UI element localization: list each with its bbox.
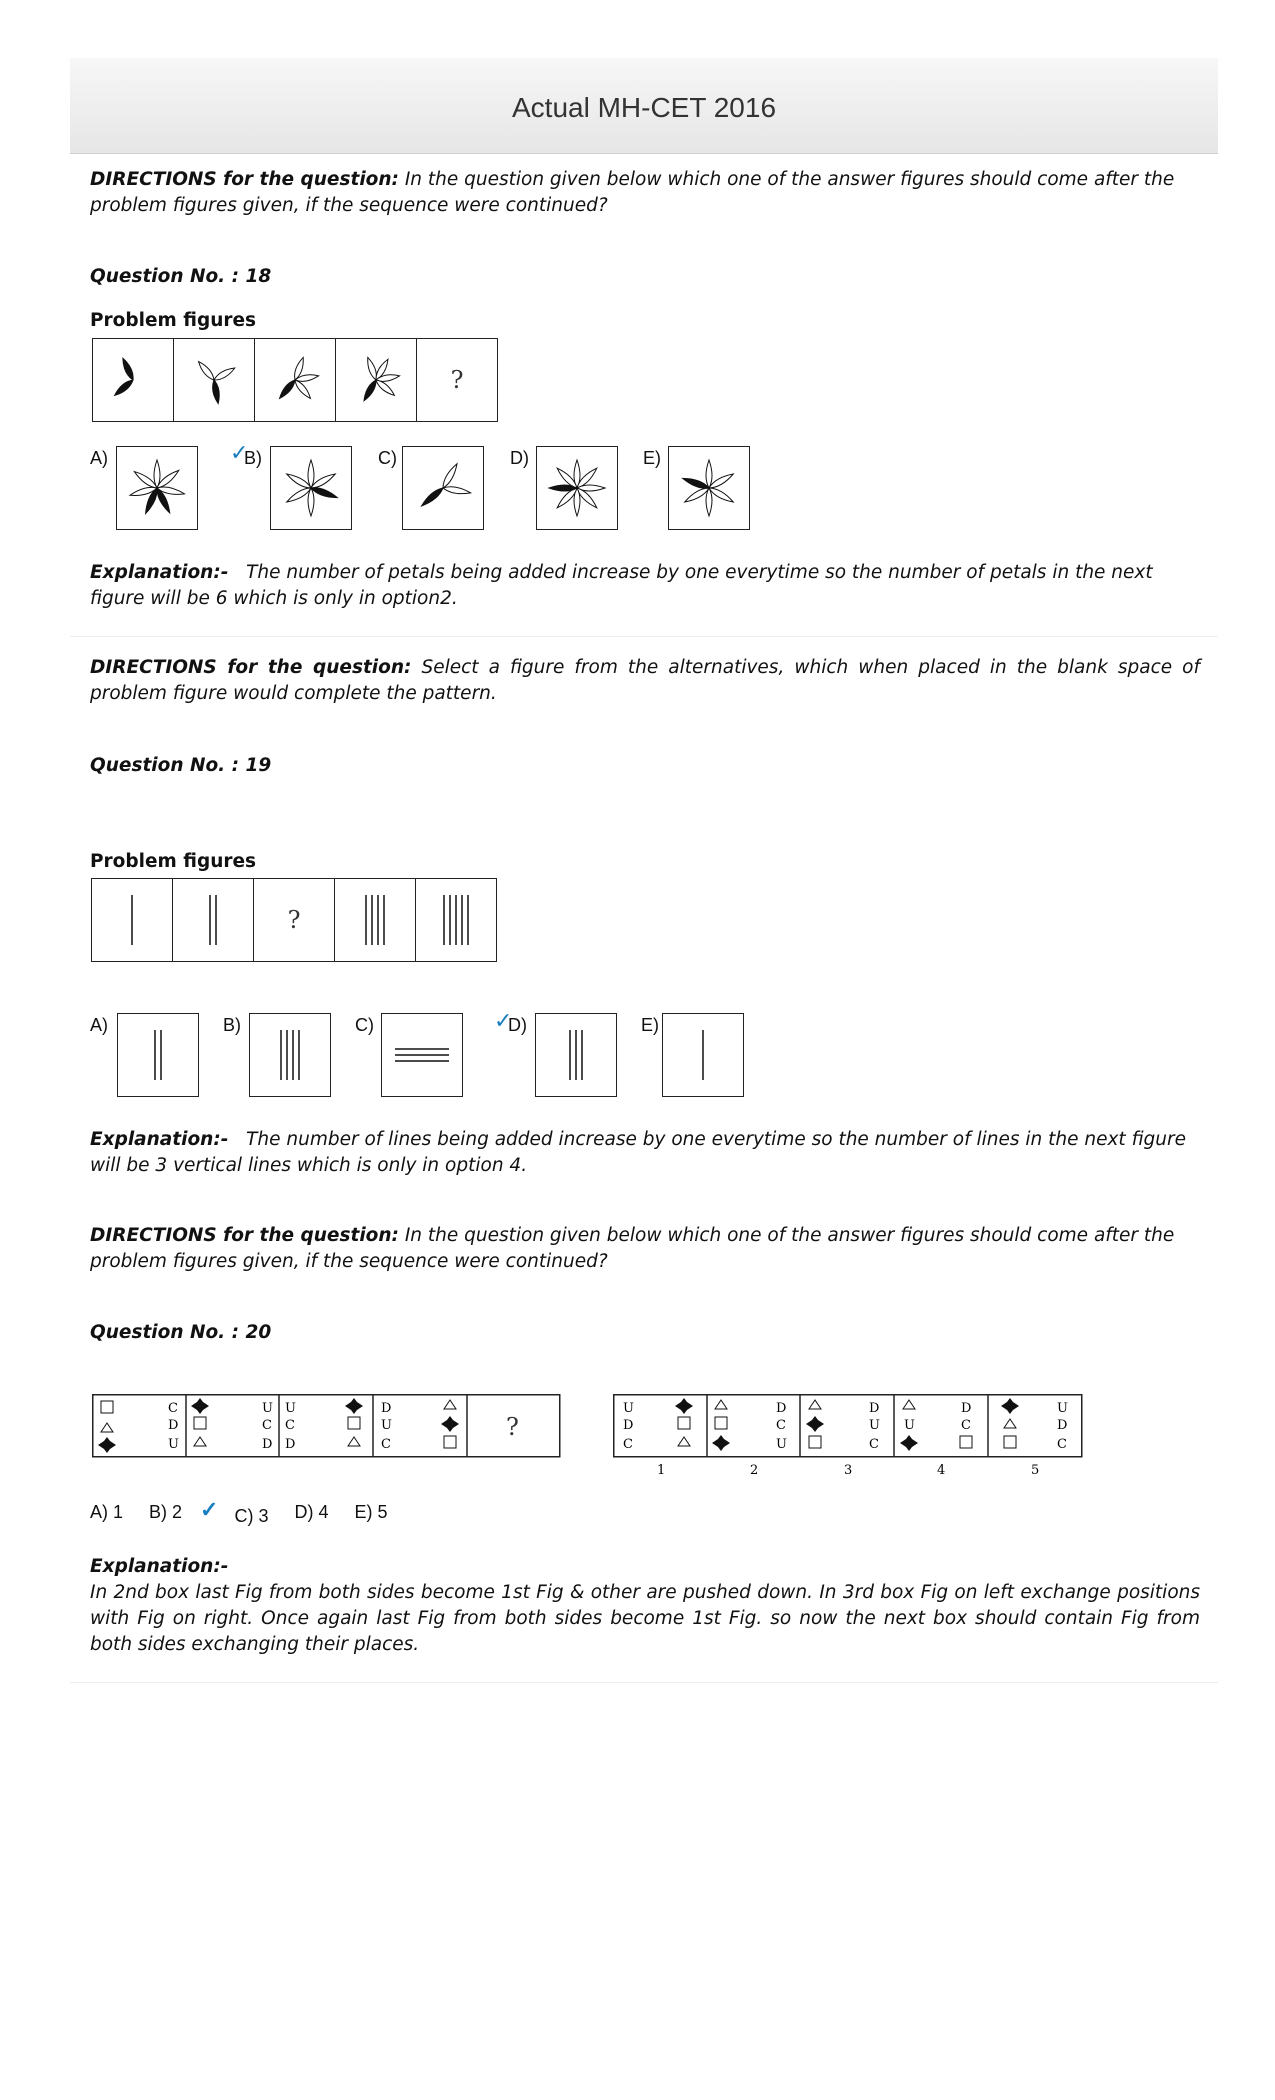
q19-problem-fig-4	[335, 879, 416, 961]
petal-figure	[674, 453, 744, 523]
letter-d: D	[262, 1437, 273, 1452]
petal-figure	[346, 350, 406, 410]
letter-u: U	[262, 1401, 273, 1416]
answer-number: 5	[1031, 1463, 1040, 1478]
q18-option-a-label[interactable]: A)	[90, 448, 108, 468]
petals	[129, 460, 185, 515]
q20-explanation	[90, 1554, 1200, 1658]
q18-option-c[interactable]	[402, 446, 484, 530]
q18-explanation	[90, 560, 1200, 612]
correct-check-icon: ✓	[494, 1009, 513, 1034]
letter-d: D	[623, 1418, 634, 1433]
q19-problem-strip	[91, 878, 497, 962]
letter-d: D	[869, 1401, 880, 1416]
letter-d: D	[168, 1418, 179, 1433]
question-mark: ?	[450, 366, 464, 394]
q20-option-e[interactable]: E) 5	[354, 1502, 388, 1522]
petal-figure	[408, 453, 478, 523]
q18-problem-fig-3	[255, 339, 336, 421]
q19-option-e[interactable]	[662, 1013, 744, 1097]
petal-figure	[265, 350, 325, 410]
q19-option-a-label[interactable]: A)	[90, 1015, 108, 1035]
q20-option-c[interactable]	[200, 1497, 269, 1528]
q20-option-a[interactable]: A) 1	[90, 1502, 124, 1522]
q18-option-d[interactable]	[536, 446, 618, 530]
answer-number: 1	[657, 1463, 666, 1478]
q18-option-a[interactable]	[116, 446, 198, 530]
q19-problem-fig-2	[173, 879, 254, 961]
q20-answer-strip	[613, 1394, 1085, 1480]
lines-figure	[683, 1025, 723, 1085]
q18-problem-label: Problem figures	[90, 310, 257, 331]
question-mark: ?	[506, 1413, 519, 1441]
petal-figure	[184, 350, 244, 410]
letter-c: C	[776, 1418, 786, 1433]
page-header	[70, 58, 1218, 154]
q18-problem-fig-blank	[417, 339, 497, 421]
letter-u: U	[285, 1401, 296, 1416]
letter-c: C	[262, 1418, 272, 1433]
explanation-text: The number of petals being added increase by one everytime so the number of petals in the next figure will be 6 which is only in option2.	[90, 562, 1153, 609]
q19-option-d[interactable]	[535, 1013, 617, 1097]
letter-c: C	[869, 1437, 879, 1452]
q18-directions	[90, 167, 1200, 219]
q19-explanation	[90, 1127, 1200, 1179]
q19-option-c-label[interactable]: C)	[355, 1015, 374, 1035]
directions-text: In the question given below which one of the answer figures should come after the problem figures given, if the sequence were continued?	[90, 169, 1175, 216]
answer-number: 3	[844, 1463, 853, 1478]
q20-option-b[interactable]: B) 2	[149, 1502, 183, 1522]
q18-problem-strip	[92, 338, 498, 422]
q19-option-e-label[interactable]: E)	[641, 1015, 659, 1035]
section-divider	[70, 1682, 1218, 1683]
petal-figure	[542, 453, 612, 523]
letter-d: D	[1057, 1418, 1068, 1433]
letter-u: U	[869, 1418, 880, 1433]
lines-figure	[392, 1035, 452, 1075]
letter-u: U	[168, 1437, 179, 1452]
lines-figure	[193, 890, 233, 950]
q20-directions	[90, 1223, 1200, 1275]
q19-problem-fig-5	[416, 879, 496, 961]
directions-text: Select a figure from the alternatives, which when placed in the blank space of problem figure would complete the pattern.	[90, 657, 1201, 704]
answer-number: 2	[750, 1463, 759, 1478]
explanation-label: Explanation:-	[90, 1556, 229, 1577]
q18-option-e[interactable]	[668, 446, 750, 530]
correct-check-icon: ✓	[200, 1497, 219, 1522]
q19-option-a[interactable]	[117, 1013, 199, 1097]
q20-option-d[interactable]: D) 4	[294, 1502, 329, 1522]
explanation-label: Explanation:-	[90, 562, 229, 583]
letter-u: U	[776, 1437, 787, 1452]
explanation-text: The number of lines being added increase by one everytime so the number of lines in the next figure will be 3 vertical lines which is only in option 4.	[90, 1129, 1186, 1176]
lines-figure	[355, 890, 395, 950]
lines-figure	[436, 890, 476, 950]
letter-c: C	[623, 1437, 633, 1452]
letter-c: C	[381, 1437, 391, 1452]
q20-number: Question No. : 20	[90, 1322, 272, 1343]
q20-problem-strip	[92, 1394, 562, 1458]
letter-d: D	[961, 1401, 972, 1416]
q18-problem-fig-2	[174, 339, 255, 421]
q20-options	[90, 1497, 388, 1528]
q18-option-e-label[interactable]: E)	[643, 448, 661, 468]
q19-problem-fig-blank	[254, 879, 335, 961]
q18-number: Question No. : 18	[90, 266, 272, 287]
letter-c: C	[961, 1418, 971, 1433]
q20-option-c-label: C) 3	[234, 1506, 269, 1526]
page-title: Actual MH-CET 2016	[511, 92, 777, 123]
directions-text: In the question given below which one of the answer figures should come after the problem figures given, if the sequence were continued?	[90, 1225, 1175, 1272]
q19-option-b-label[interactable]: B)	[223, 1015, 241, 1035]
section-divider	[70, 636, 1218, 637]
q18-option-b[interactable]	[270, 446, 352, 530]
answer-number: 4	[937, 1463, 946, 1478]
letter-c: C	[168, 1401, 178, 1416]
petal-figure	[276, 453, 346, 523]
directions-label: DIRECTIONS for the question:	[90, 657, 412, 678]
lines-figure	[556, 1025, 596, 1085]
q18-option-d-label[interactable]: D)	[510, 448, 529, 468]
q19-problem-fig-1	[92, 879, 173, 961]
letter-c: C	[285, 1418, 295, 1433]
q19-problem-label: Problem figures	[90, 851, 257, 872]
letter-u: U	[381, 1418, 392, 1433]
q18-problem-fig-4	[336, 339, 417, 421]
letter-u: U	[904, 1418, 915, 1433]
letter-d: D	[285, 1437, 296, 1452]
q18-option-b-label[interactable]: B)	[244, 448, 262, 468]
q19-option-c[interactable]	[381, 1013, 463, 1097]
letter-d: D	[776, 1401, 787, 1416]
directions-label: DIRECTIONS for the question:	[90, 169, 399, 190]
letter-c: C	[1057, 1437, 1067, 1452]
correct-check-icon: ✓	[230, 441, 249, 466]
q19-option-b[interactable]	[249, 1013, 331, 1097]
letter-u: U	[623, 1401, 634, 1416]
q19-number: Question No. : 19	[90, 755, 272, 776]
petal-figure	[103, 350, 163, 410]
lines-figure	[112, 890, 152, 950]
lines-figure	[138, 1025, 178, 1085]
letter-u: U	[1057, 1401, 1068, 1416]
q19-option-d-label[interactable]: D)	[508, 1015, 527, 1035]
question-mark: ?	[287, 906, 301, 934]
letter-d: D	[381, 1401, 392, 1416]
q18-problem-fig-1	[93, 339, 174, 421]
q18-option-c-label[interactable]: C)	[378, 448, 397, 468]
explanation-text: In 2nd box last Fig from both sides become 1st Fig & other are pushed down. In 3rd box Fig on left exchange positions with Fig on right. Once again last Fig from both sides become 1st Fig. so now the next box should contain Fig from both sides exchanging their places.	[90, 1582, 1200, 1655]
q19-directions	[90, 655, 1200, 707]
petal-figure	[122, 453, 192, 523]
explanation-label: Explanation:-	[90, 1129, 229, 1150]
directions-label: DIRECTIONS for the question:	[90, 1225, 399, 1246]
lines-figure	[270, 1025, 310, 1085]
